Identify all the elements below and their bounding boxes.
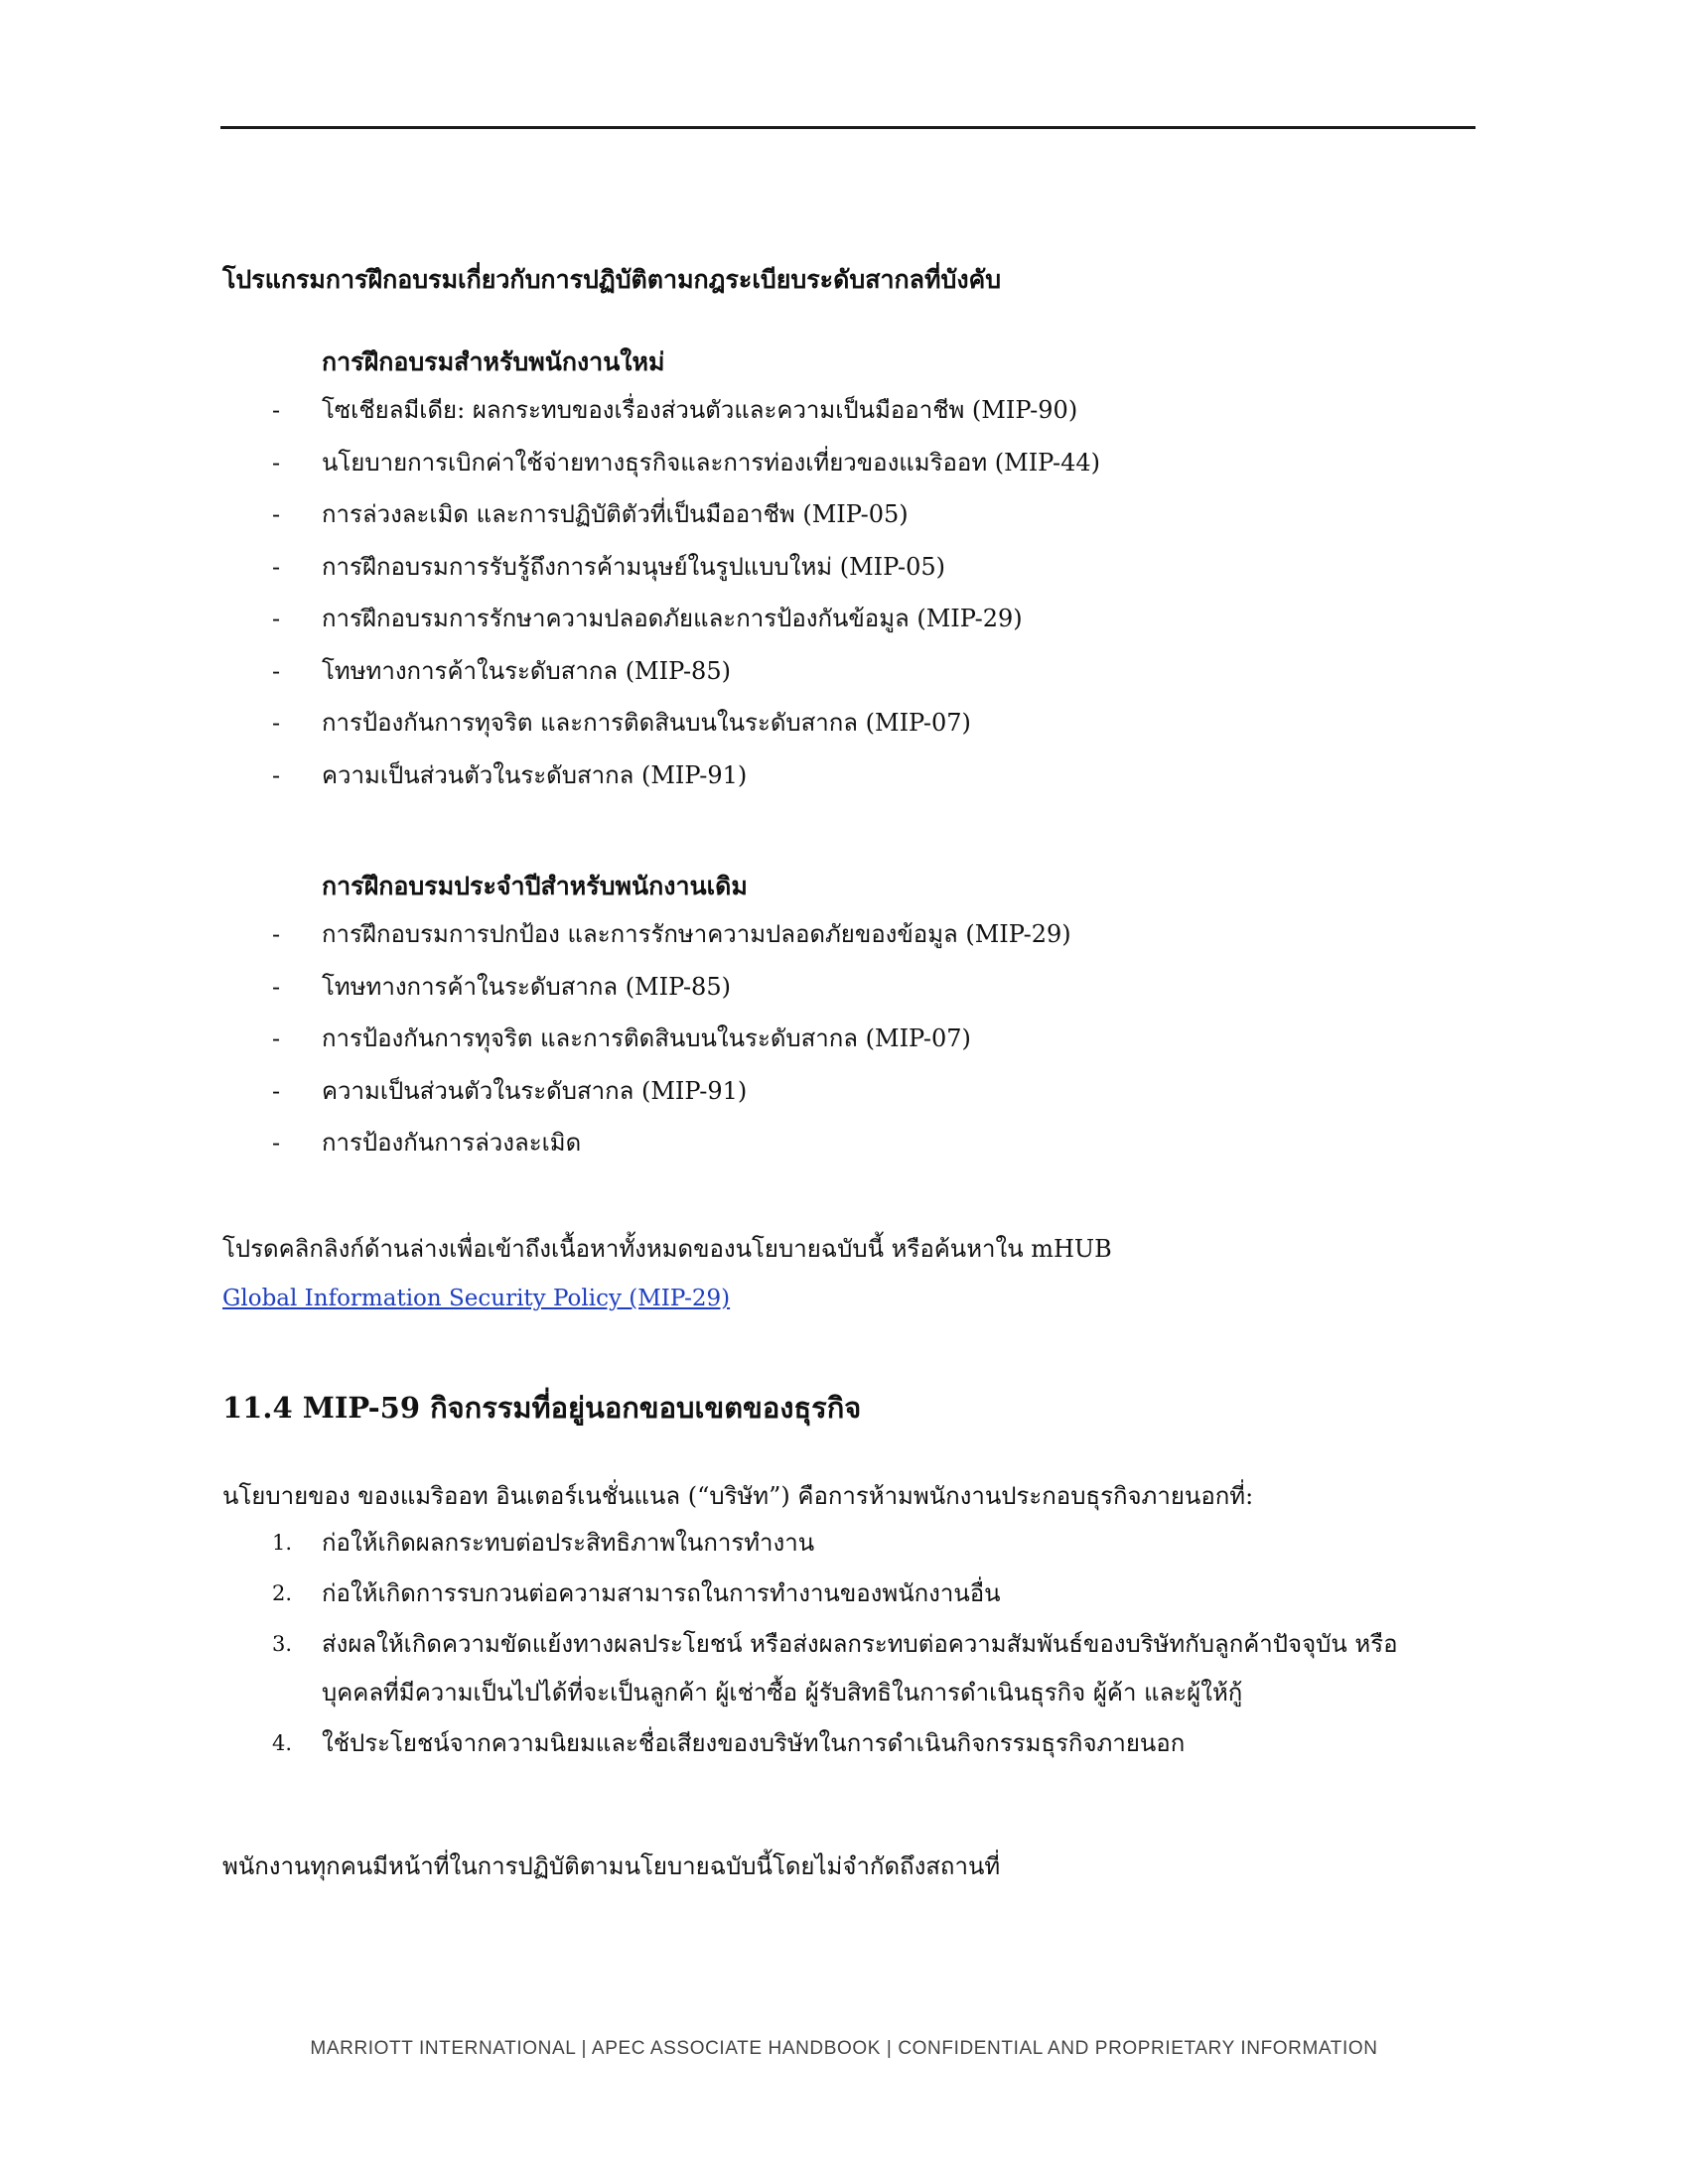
list-item <box>222 1074 1071 1127</box>
list-item <box>222 1126 1071 1178</box>
list-item <box>222 1022 1071 1074</box>
item-number: 3. <box>272 1632 293 1656</box>
dash-bullet: - <box>272 972 281 1001</box>
list-item-text-continued: บุคคลที่มีความเป็นไปได้ที่จะเป็นลูกค้า ผู้เช่าซื้อ ผู้รับสิทธิในการดำเนินธุรกิจ ผู้ค้า และผู้ให้กู้ <box>322 1679 1243 1706</box>
list-item-text: นโยบายการเบิกค่าใช้จ่ายทางธุรกิจและการท่องเที่ยวของแมริออท (MIP-44) <box>322 448 1101 477</box>
list-item-text: การป้องกันการล่วงละเมิด <box>322 1129 582 1157</box>
existing-associate-training-list <box>222 917 1071 1178</box>
dash-bullet: - <box>272 920 281 948</box>
item-number: 1. <box>272 1531 293 1555</box>
list-item-text: ก่อให้เกิดผลกระทบต่อประสิทธิภาพในการทำงาน <box>322 1529 815 1557</box>
list-item-text: การป้องกันการทุจริต และการติดสินบนในระดับสากล (MIP-07) <box>322 1024 971 1052</box>
list-item <box>222 758 1100 811</box>
list-item-text: ส่งผลให้เกิดความขัดแย้งทางผลประโยชน์ หรือส่งผลกระทบต่อความสัมพันธ์ของบริษัทกับลูกค้าปัจจุบัน หรือ <box>322 1630 1398 1658</box>
list-item <box>222 1576 1474 1610</box>
list-item-text: การล่วงละเมิด และการปฏิบัติตัวที่เป็นมืออาชีพ (MIP-05) <box>322 500 909 528</box>
dash-bullet: - <box>272 1076 281 1105</box>
dash-bullet: - <box>272 552 281 581</box>
item-number: 4. <box>272 1731 293 1755</box>
policy-link-intro: โปรดคลิกลิงก์ด้านล่างเพื่อเข้าถึงเนื้อหาทั้งหมดของนโยบายฉบับนี้ หรือค้นหาใน mHUB <box>222 1235 1112 1263</box>
section-11-4-heading: 11.4 MIP-59 กิจกรรมที่อยู่นอกขอบเขตของธุรกิจ <box>222 1391 862 1425</box>
list-item-text: ใช้ประโยชน์จากความนิยมและชื่อเสียงของบริษัทในการดำเนินกิจกรรมธุรกิจภายนอก <box>322 1729 1186 1757</box>
dash-bullet: - <box>272 448 281 477</box>
existing-associate-training-title: การฝึกอบรมประจำปีสำหรับพนักงานเดิม <box>322 872 748 900</box>
section-11-4-intro: นโยบายของ ของแมริออท อินเตอร์เนชั่นแนล (“บริษัท”) คือการห้ามพนักงานประกอบธุรกิจภายนอกที่: <box>222 1482 1254 1510</box>
list-item-text: การฝึกอบรมการปกป้อง และการรักษาความปลอดภัยของข้อมูล (MIP-29) <box>322 920 1071 948</box>
dash-bullet: - <box>272 1129 281 1157</box>
header-rule <box>220 126 1476 129</box>
list-item-text: การป้องกันการทุจริต และการติดสินบนในระดับสากล (MIP-07) <box>322 709 971 737</box>
list-item-text: ก่อให้เกิดการรบกวนต่อความสามารถในการทำงานของพนักงานอื่น <box>322 1579 1001 1607</box>
training-section-title: โปรแกรมการฝึกอบรมเกี่ยวกับการปฏิบัติตามกฎระเบียบระดับสากลที่บังคับ <box>222 265 1002 294</box>
list-item-text: การฝึกอบรมการรับรู้ถึงการค้ามนุษย์ในรูปแบบใหม่ (MIP-05) <box>322 552 945 581</box>
list-item <box>222 1726 1474 1760</box>
list-item-text: ความเป็นส่วนตัวในระดับสากล (MIP-91) <box>322 760 748 789</box>
dash-bullet: - <box>272 760 281 789</box>
list-item <box>222 654 1100 707</box>
dash-bullet: - <box>272 500 281 528</box>
list-item <box>222 497 1100 550</box>
dash-bullet: - <box>272 605 281 632</box>
dash-bullet: - <box>272 709 281 737</box>
dash-bullet: - <box>272 656 281 685</box>
list-item <box>222 917 1071 970</box>
new-associate-training-title: การฝึกอบรมสำหรับพนักงานใหม่ <box>322 347 665 376</box>
new-associate-training-list <box>222 393 1100 810</box>
section-11-4-closing: พนักงานทุกคนมีหน้าที่ในการปฏิบัติตามนโยบายฉบับนี้โดยไม่จำกัดถึงสถานที่ <box>222 1852 1001 1880</box>
list-item-text: ความเป็นส่วนตัวในระดับสากล (MIP-91) <box>322 1076 748 1105</box>
list-item-text: โทษทางการค้าในระดับสากล (MIP-85) <box>322 972 731 1001</box>
list-item-text: โซเชียลมีเดีย: ผลกระทบของเรื่องส่วนตัวและความเป็นมืออาชีพ (MIP-90) <box>322 396 1078 424</box>
list-item-text: โทษทางการค้าในระดับสากล (MIP-85) <box>322 656 731 685</box>
page-footer: MARRIOTT INTERNATIONAL | APEC ASSOCIATE HANDBOOK | CONFIDENTIAL AND PROPRIETARY INFORMATION <box>310 2038 1378 2059</box>
list-item <box>222 550 1100 603</box>
list-item <box>222 1526 1474 1560</box>
list-item <box>222 970 1071 1023</box>
outside-activities-list <box>222 1526 1474 1777</box>
list-item <box>222 1627 1474 1709</box>
dash-bullet: - <box>272 1024 281 1052</box>
list-item <box>222 446 1100 498</box>
list-item <box>222 393 1100 446</box>
list-item-text: การฝึกอบรมการรักษาความปลอดภัยและการป้องกันข้อมูล (MIP-29) <box>322 605 1023 632</box>
item-number: 2. <box>272 1581 293 1605</box>
list-item <box>222 602 1100 654</box>
dash-bullet: - <box>272 396 281 424</box>
information-security-policy-link[interactable]: Global Information Security Policy (MIP-29) <box>222 1286 731 1311</box>
list-item <box>222 706 1100 758</box>
